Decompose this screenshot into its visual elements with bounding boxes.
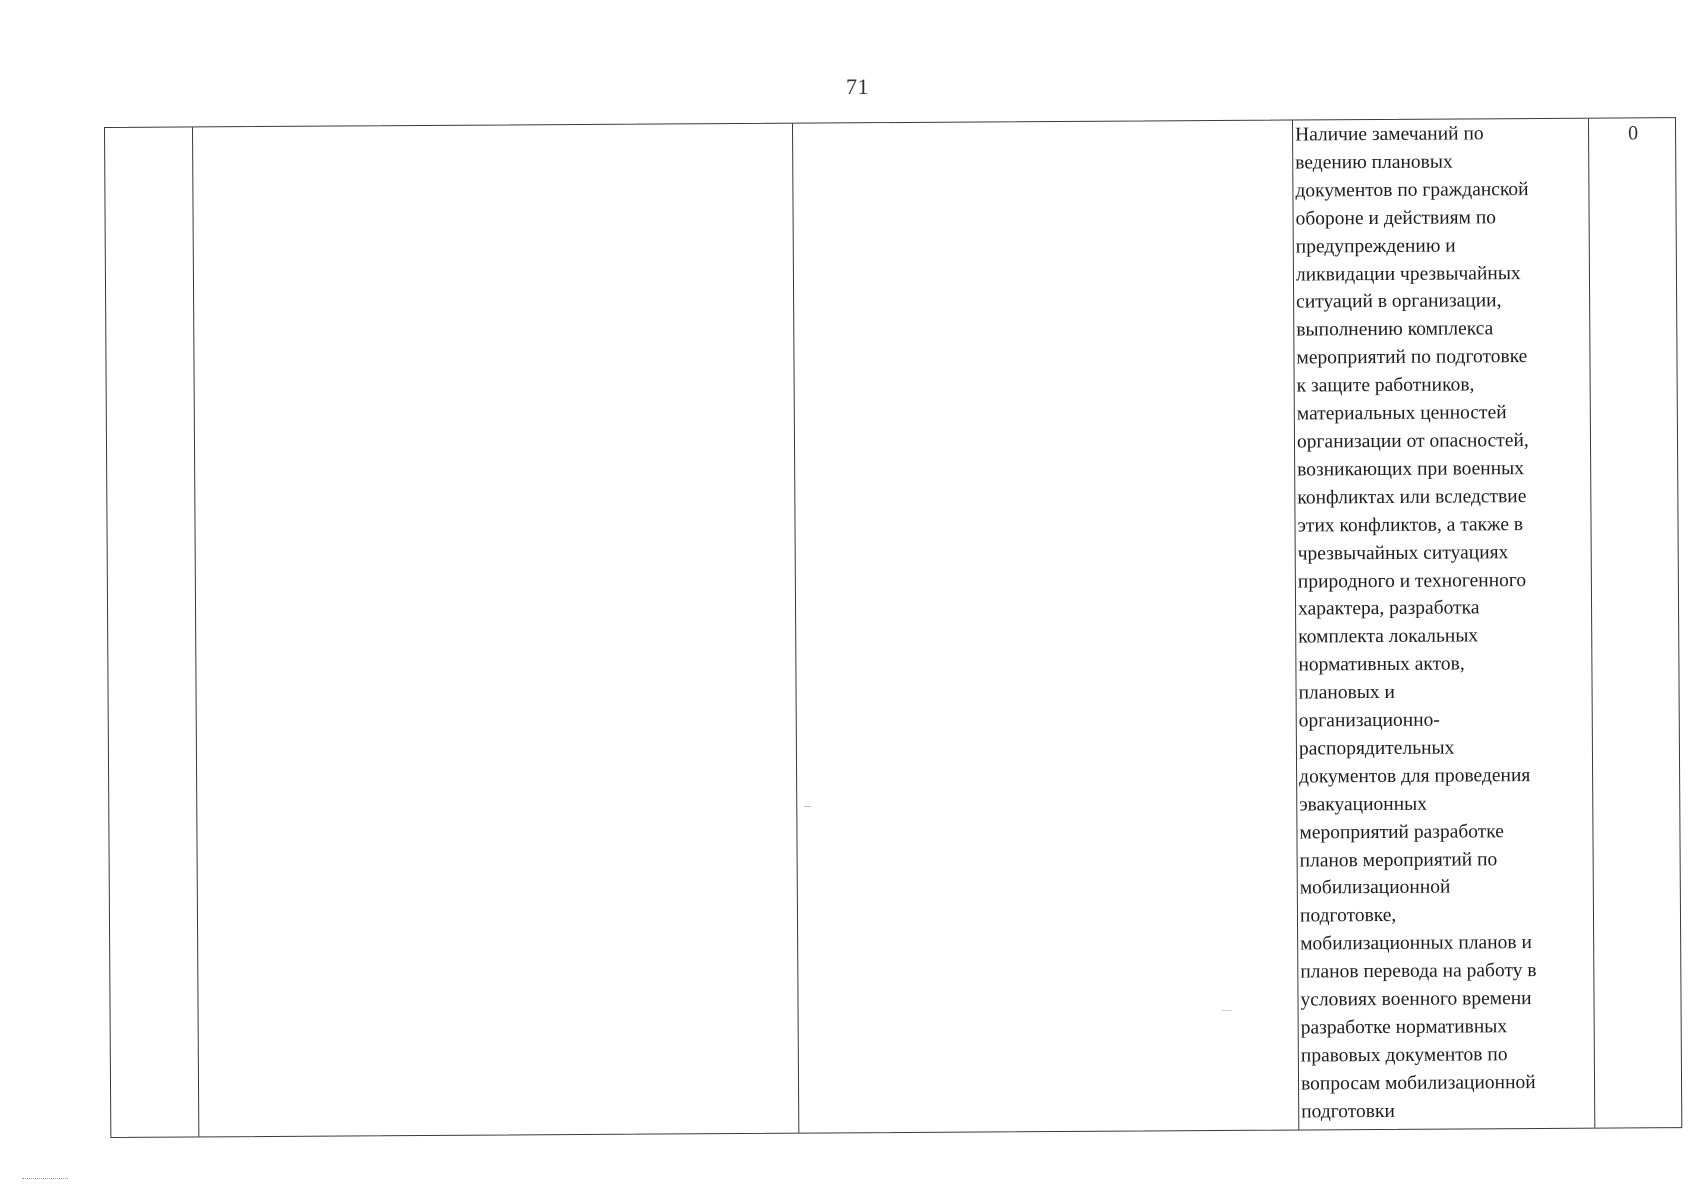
criteria-line: вопросам мобилизационной xyxy=(1300,1071,1536,1095)
scan-artifact xyxy=(22,1178,68,1180)
column-divider-1 xyxy=(192,127,199,1136)
criteria-line: подготовки xyxy=(1301,1100,1395,1123)
criteria-line: разработке нормативных xyxy=(1300,1016,1508,1039)
criteria-line: предупреждению и xyxy=(1295,235,1456,258)
criteria-line: ведению плановых xyxy=(1295,151,1453,174)
criteria-line: ситуаций в организации, xyxy=(1296,290,1502,313)
criteria-line: плановых и xyxy=(1298,682,1396,704)
criteria-line: распорядительных xyxy=(1298,737,1455,760)
criteria-line: планов перевода на работу в xyxy=(1300,960,1537,983)
page-number: 71 xyxy=(846,74,869,99)
criteria-line: документов по гражданской xyxy=(1295,178,1529,202)
criteria-line: обороне и действиям по xyxy=(1295,206,1497,230)
column-divider-2 xyxy=(792,124,799,1133)
criteria-line: нормативных актов, xyxy=(1298,653,1465,676)
criteria-line: выполнению комплекса xyxy=(1296,318,1494,341)
scan-artifact xyxy=(804,806,811,807)
criteria-line: природного и техногенного xyxy=(1297,569,1527,593)
score-cell: 0 xyxy=(1628,122,1639,145)
criteria-line: конфликтах или вследствие xyxy=(1297,485,1527,509)
criteria-line: организационно- xyxy=(1298,709,1440,732)
criteria-line: мероприятий по подготовке xyxy=(1296,346,1528,369)
criteria-line: планов мероприятий по xyxy=(1299,848,1498,872)
criteria-line: ликвидации чрезвычайных xyxy=(1295,262,1521,286)
criteria-line: Наличие замечаний по xyxy=(1295,123,1484,146)
criteria-cell xyxy=(1295,120,1591,1126)
criteria-line: организации от опасностей, xyxy=(1296,430,1529,453)
criteria-line: мероприятий разработке xyxy=(1299,820,1504,844)
criteria-line: правовых документов по xyxy=(1300,1044,1508,1067)
criteria-line: мобилизационных планов и xyxy=(1300,932,1532,955)
criteria-line: подготовке, xyxy=(1299,905,1397,927)
criteria-line: возникающих при военных xyxy=(1297,457,1525,481)
criteria-line: документов для проведения xyxy=(1299,764,1531,788)
criteria-table xyxy=(104,117,1682,1138)
criteria-line: комплекта локальных xyxy=(1298,625,1479,648)
scan-artifact xyxy=(1222,1010,1232,1011)
criteria-line: эвакуационных xyxy=(1299,793,1428,816)
criteria-line: материальных ценностей xyxy=(1296,402,1507,425)
criteria-line: этих конфликтов, а также в xyxy=(1297,513,1524,537)
criteria-line: условиях военного времени xyxy=(1300,988,1532,1011)
criteria-line: характера, разработка xyxy=(1297,597,1480,620)
criteria-line: к защите работников, xyxy=(1296,374,1475,397)
criteria-line: мобилизационной xyxy=(1299,877,1451,899)
criteria-line: чрезвычайных ситуациях xyxy=(1297,541,1509,565)
